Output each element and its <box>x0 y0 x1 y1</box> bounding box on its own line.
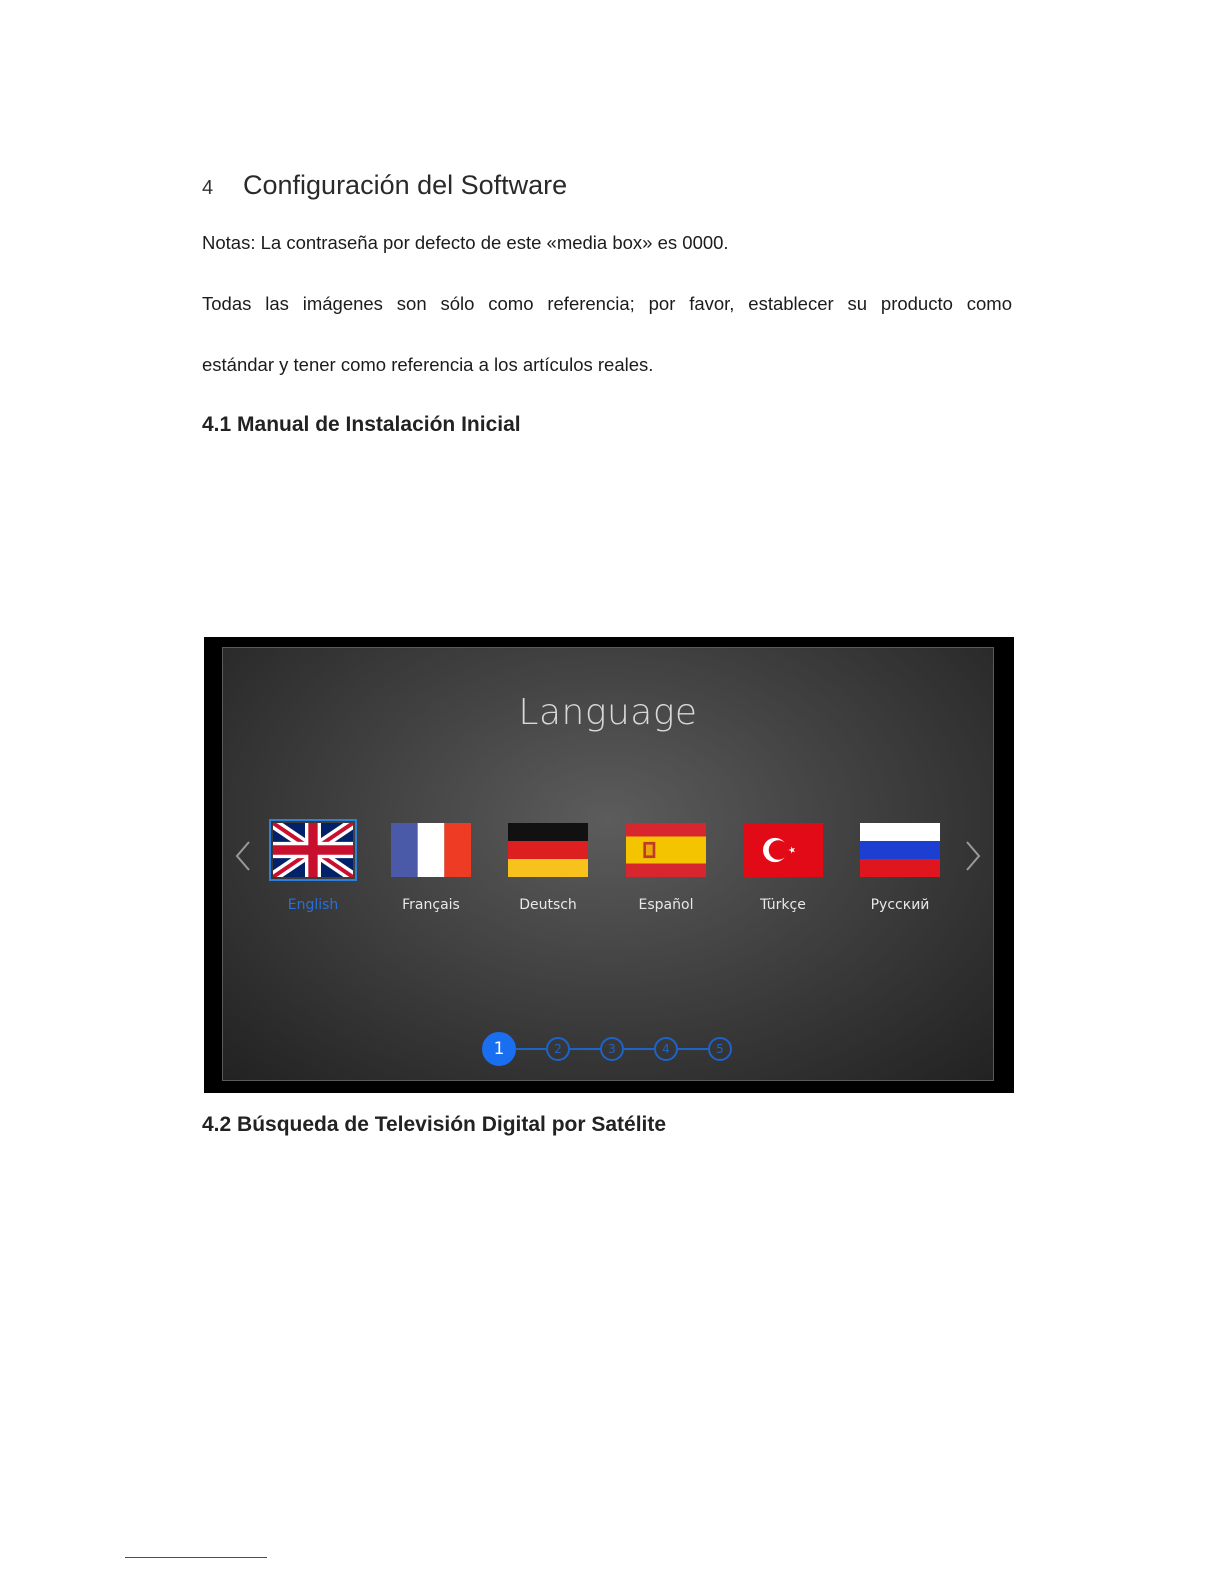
turkey-flag-icon <box>743 823 823 877</box>
language-option-turkce[interactable] <box>733 823 833 913</box>
spain-flag-icon <box>626 823 706 877</box>
subsection-heading-satellite-search: 4.2 Búsqueda de Televisión Digital por Satélite <box>202 1113 667 1136</box>
language-label-russkiy: Русский <box>870 897 930 913</box>
next-arrow-icon[interactable] <box>957 836 987 876</box>
setup-step-indicator <box>482 1032 732 1066</box>
language-option-espanol[interactable] <box>616 823 716 913</box>
tv-screenshot <box>204 637 1014 1093</box>
language-label-english: English <box>287 897 339 913</box>
step-connector <box>570 1048 600 1050</box>
language-option-francais[interactable] <box>381 823 481 913</box>
language-option-russkiy[interactable] <box>850 823 950 913</box>
language-setup-screen <box>222 647 994 1081</box>
step-3[interactable]: 3 <box>600 1037 624 1061</box>
step-connector <box>678 1048 708 1050</box>
russia-flag-icon <box>860 823 940 877</box>
disclaimer-line-1: Todas las imágenes son sólo como referencia; por favor, establecer su producto como <box>202 293 1012 314</box>
section-heading <box>202 170 567 201</box>
germany-flag-icon <box>508 823 588 877</box>
language-option-deutsch[interactable] <box>498 823 598 913</box>
step-2[interactable]: 2 <box>546 1037 570 1061</box>
section-title: Configuración del Software <box>243 170 568 200</box>
step-connector <box>624 1048 654 1050</box>
step-4[interactable]: 4 <box>654 1037 678 1061</box>
france-flag-icon <box>391 823 471 877</box>
step-connector <box>516 1048 546 1050</box>
language-label-turkce: Türkçe <box>760 897 806 913</box>
step-5[interactable]: 5 <box>708 1037 732 1061</box>
language-option-english[interactable] <box>263 823 363 913</box>
language-label-francais: Français <box>402 897 460 913</box>
language-label-espanol: Español <box>638 897 694 913</box>
notes-paragraph: Notas: La contraseña por defecto de este «media box» es 0000. <box>202 232 729 253</box>
subsection-heading-initial-setup: 4.1 Manual de Instalación Inicial <box>202 413 521 436</box>
uk-flag-icon <box>273 823 353 877</box>
footnote-divider <box>125 1557 267 1558</box>
prev-arrow-icon[interactable] <box>229 836 259 876</box>
language-label-deutsch: Deutsch <box>519 897 577 913</box>
disclaimer-line-2: estándar y tener como referencia a los artículos reales. <box>202 354 654 375</box>
step-1[interactable]: 1 <box>482 1032 516 1066</box>
section-number: 4 <box>202 177 214 199</box>
screen-title: Language <box>518 692 698 733</box>
